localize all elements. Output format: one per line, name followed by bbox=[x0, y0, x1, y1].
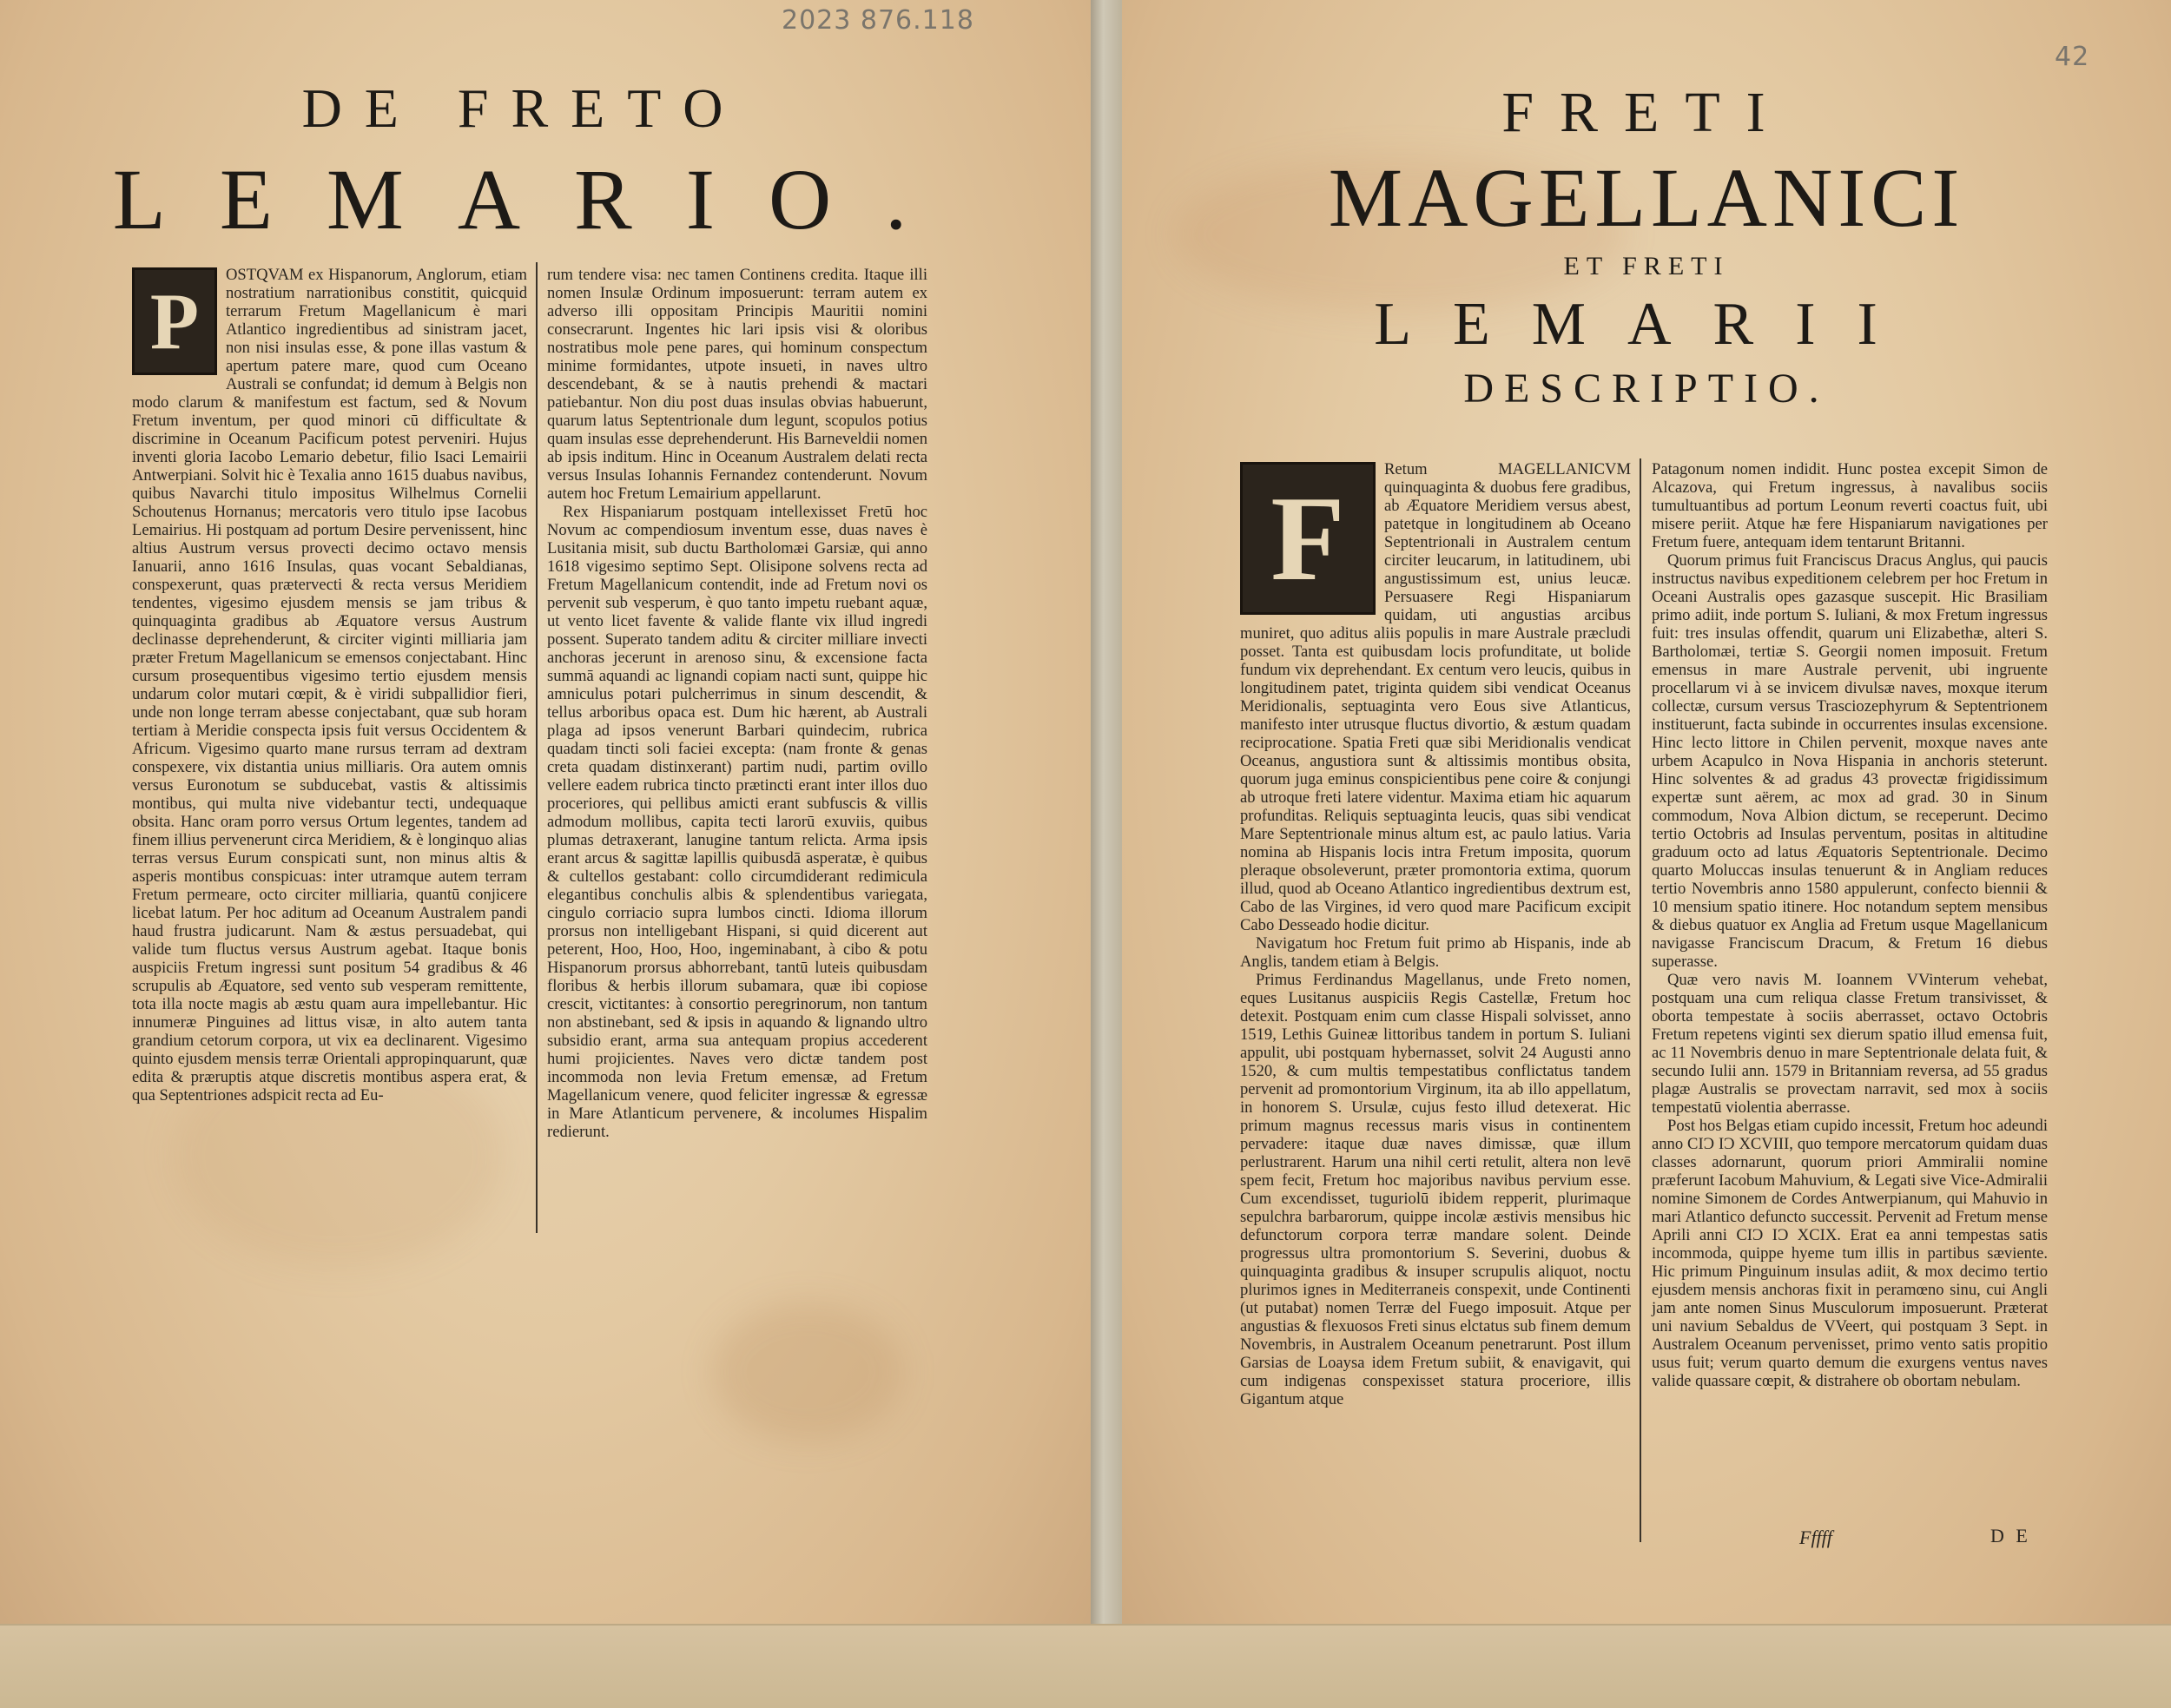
page-number-note: 42 bbox=[2055, 42, 2090, 72]
right-page bbox=[1122, 0, 2171, 1706]
right-decorated-initial: F bbox=[1240, 462, 1376, 615]
left-column-divider bbox=[536, 262, 538, 1233]
right-col2-paragraph-2: Quorum primus fuit Franciscus Dracus Anglus, qui paucis instructus navibus expeditionem celebrem per hoc Fretum in Oceani Australis opes gazasque suscepit. Hic Brasiliam primo adiit, inde portum S. Iuliani, & mox Fretum ingressus fuit: tres insulas offendit, quarum uni Elizabethæ, alteri S. Bartholomæi, tertiæ S. Georgii nomen imposuit. Fretum emensus in mare Australe pervenit, ubi ingruente procellarum vi à se invicem divulsæ naves, moxque iterum collectæ, cursum versus Trasciozephyrum & Septentrionem instituerunt, facta subinde in occurrentes insulas excensione. Hinc lecto littore in Chilen pervenit, moxque naves ante urbem Acapulco in Nova Hispania in anchoris steterunt. Hinc solventes & ad gradus 43 provectæ frigidissimum expertæ sunt aërem, ac mox ad grad. 30 in Sinum commodum, Nova Albion dictum, se receperunt. Decimo tertio Octobris ad Insulas perventum, positas in altitudine graduum octo ad latus Æquatoris Septentrionale. Decimo quarto Moluccas insulas tenuerunt & in Angliam reduces tertio Novembris anno 1580 appulerunt, confecto biennii & 10 mensium spatio itinere. Hoc notandum septem mensibus & diebus quatuor ex Anglia ad Fretum usque Magellanicum navigasse Franciscum Dracum, & Fretum 16 diebus superasse. bbox=[1652, 551, 2048, 971]
right-column-divider bbox=[1640, 458, 1641, 1542]
right-col1-paragraph-3: Primus Ferdinandus Magellanus, unde Freto nomen, eques Lusitanus auspiciis Regis Castellæ, Fretum hoc detexit. Postquam enim cum classe Hispali solvisset, anno 1519, Lethis Guineæ littoribus tandem in portum S. Iuliani appulit, ubi postquam hybernasset, solvit 24 Augusti anno 1520, & cum multis tempestatibus conflictatus tandem pervenit ad promontorium Virginum, ita ab illo appellatum, in honorem S. Ursulæ, cujus festo illud detexerat. Hic primum magnus recessus maris visus in continentem pervadere: itaque duæ naves dimissæ, quæ illum perlustrarent. Harum una nihil certi retulit, altera non levē spem fecit, Fretum hoc majoribus navibus pervium esse. Cum excendisset, tuguriolū ibidem repperit, plurimaque sepulchra barbarorum, quippe incolæ æstivis mensibus hic defunctorum corpora terræ mandare solent. Deinde progressus ultra promontorium S. Severini, duobus & quinquaginta gradibus & insuper scrupulis aliquot, noctu plurimos ignes in Mediterraneis conspexit, unde Continenti (ut putabat) nomen Terræ del Fuego imposuit. Atque per angustias & flexuosos Freti sinus elctatus sub finem demum Novembris, in Australem Oceanum penetrarunt. Post illum Garsias de Loaysa idem Fretum subiit, & enavigavit, qui cum indigenas conspexisset statura proceriore, illis Gigantum atque bbox=[1240, 971, 1631, 1408]
catchword: D E bbox=[1990, 1525, 2031, 1546]
left-title-line2: LEMARIO. bbox=[112, 151, 961, 247]
left-col2-paragraph-1: rum tendere visa: nec tamen Continens credita. Itaque illi nomen Insulæ Ordinum imposuerunt: terram autem ex adverso illi oppositam Principis Mauritii nomini consecrarunt. Ingentes hic lari ipsis visi & oloribus nostratibus mole pene pares, qui hominum conspectum minime formidantes, utpote insueti, in naves ultro descendebant, & se à nautis prehendi & mactari patiebantur. Non diu post duas insulas obvias habuerunt, quarum latus Septentrionale dum legunt, scopulos potius quam insulas esse deprehenderunt. His Barneveldii nomen ab ipsis inditum. Hinc in Oceanum Australem delati recta versus Insulas Iohannis Fernandez contenderunt. Novum autem hoc Fretum Lemairium appellarunt. bbox=[547, 266, 927, 503]
right-title-line4: LEMARII bbox=[1374, 291, 1919, 358]
right-column-2 bbox=[1652, 460, 2048, 1520]
right-col1-paragraph-1: Retum MAGELLANICVM quinquaginta & duobus fere gradibus, ab Æquatore Meridiem versus abest, patetque in longitudinem ab Oceano Septentrionali in Australem centum circiter leucarum, in latitudinem, ubi angustissimum est, unius leucæ. Persuasere Regi Hispaniarum quidam, uti angustias arcibus muniret, quo aditus aliis populis in mare Australe præcludi posset. Tanta est quibusdam locis profunditate, ut bolide fundum vix deprehendant. Ex centum vero leucis, quibus in longitudinem patet, triginta quidem sibi vendicat Oceanus Meridionalis, septuaginta vero Eous sive Atlanticus, manifesto inter utrusque fluctus divortio, & æstum quadam reciprocatione. Spatia Freti quæ sibi Meridionalis vendicat Oceanus, angustiora sunt & altissimis montibus obsita, quorum juga eminus conspicientibus pene coire & conjungi ab utroque freti latere videntur. Maxima etiam hic aquarum profunditas. Reliquis septuaginta leucis, quas sibi vendicat Mare Septentrionale minus altum est, ac paulo latius. Varia nomina ab Hispanis locis intra Fretum imposita, quorum pleraque obsoleverunt, præter promontoria extima, quorum illud, quod ab Oceano Atlantico ingredientibus dextrum est, Cabo de las Virgines, id vero quod mare Pacificum excipit Cabo Desseado hodie dicitur. bbox=[1240, 460, 1631, 934]
bottom-mat bbox=[0, 1624, 2171, 1708]
left-title-line1: DE FRETO bbox=[301, 77, 746, 139]
left-decorated-initial: P bbox=[132, 267, 217, 375]
page-gutter bbox=[1091, 0, 1122, 1706]
right-title-line1: FRETI bbox=[1501, 81, 1792, 144]
right-title-line3: ET FRETI bbox=[1563, 252, 1730, 280]
signature-mark: Fffff bbox=[1799, 1527, 1832, 1548]
left-column-1 bbox=[132, 266, 527, 1247]
right-col2-paragraph-4: Post hos Belgas etiam cupido incessit, Fretum hoc adeundi anno CIƆ IƆ XCVIII, quo tempore mercatorum quidam duas classes adornarunt, quorum priori Ammiralii nomine præferunt Iacobum Mahuvium, & Legati sive Vice-Admiralii nomine Simonem de Cordes Antwerpianum, qui Mahuvio in mari Atlantico defuncto successit. Pervenit ad Fretum mense Aprili anni CIƆ IƆ XCIX. Erat ea anni tempestas satis incommoda, quippe hyeme tum illis in partibus sæviente. Hic primum Pinguinum insulas adiit, & mox decimo tertio ejusdem mensis anchoras fixit in peramœno sinu, cui Angli jam ante nomen Sinus Musculorum imposuerunt. Præterat uni navium Sebaldus de VVeert, qui postquam 3 Sept. in Australem Oceanum pervenisset, primo vento satis propitio usus fuit; verum quarto demum die exurgens ventus naves valide quassare cœpit, & distrahere ob obortam nebulam. bbox=[1652, 1117, 2048, 1390]
right-title-line5: DESCRIPTIO. bbox=[1463, 366, 1830, 412]
right-col2-paragraph-3: Quæ vero navis M. Ioannem VVinterum vehebat, postquam una cum reliqua classe Fretum transivisset, & oborta tempestate à sociis aberrasset, octavo Octobris Fretum repetens viginti sex dierum spatio illud emensa fuit, ac 11 Novembris denuo in mare Septentrionale delata fuit, & secundo Iulii ann. 1579 in Britanniam reversa, ad 55 gradus plagæ Australis se provectam narravit, sed mox à sociis tempestatū violentia aberrasse. bbox=[1652, 971, 2048, 1117]
left-col1-paragraph: OSTQVAM ex Hispanorum, Anglorum, etiam nostratium narrationibus constitit, quicquid terrarum Fretum Magellanicum è mari Atlantico ingredientibus ad sinistram jacet, non nisi insulas esse, & pone illas vastum & apertum patere mare, quod cum Oceano Australi se confundat; id demum à Belgis non modo clarum & manifestum est factum, sed & Novum Fretum inventum, per quod minori cū difficultate & discrimine in Oceanum Pacificum potest perveniri. Hujus inventi gloria Iacobo Lemario debetur, filio Isaci Lemairii Antwerpiani. Solvit hic è Texalia anno 1615 duabus navibus, quibus Navarchi titulo impositus Wilhelmus Cornelii Schoutenus Hornanus; mercatoris vero titulo ipse Iacobus Lemairius. Hi postquam ad portum Desire pervenissent, hinc altius Austrum versus provecti decimo octavo mensis Ianuarii, anno 1616 Insulas, quas vocant Sebaldianas, conspexerunt, quas prætervecti & recta versus Meridiem tendentes, vigesimo ejusdem mensis se jam tribus & quinquaginta gradibus ab Æquatore versus Austrum declinasse deprehenderunt, & circiter viginti milliaria jam præter Fretum Magellanicum se emensos conjectabant. Hinc cursum prosequentibus vigesimo tertio ejusdem mensis undarum color mutari cœpit, & è viridi subpallidior fieri, unde non longe terram abesse conjectabant, quæ sub horam tertiam à Meridie conspecta ipsis fuit versus Occidentem & Africum. Vigesimo quarto mane rursus terram ad dextram conspexere, vix distantia unius milliaris. Ora autem omnis versus Euronotum se subducebat, vastis & altissimis montibus, qui multa nive videbantur tecti, undequaque obsita. Hanc oram porro versus Ortum legentes, tandem ad finem illius pervenerunt circa Meridiem, & è longinquo alias terras versus Eurum conspicati sunt, non minus altis & asperis montibus conspicuas: inter utramque autem terram Fretum permeare, octo circiter milliaria, quantū conjicere licebat latum. Per hoc aditum ad Oceanum Australem pandi haud frustra judicarunt. Nam & æstus persuadebat, qui valide tum fluctus versus Austrum agebat. Itaque bonis auspiciis Fretum ingressi sunt positum 54 gradibus & 46 scrupulis ab Æquatore, sed vento sub vesperam remittente, tota illa nocte magis ab æstu quam aura impellebantur. Hic innumeræ Pinguines ad littus visæ, in alto autem tanta grandium cetorum corpora, ut vix ea declinarent. Vigesimo quinto ejusdem mensis terræ Orientali appropinquarunt, quæ edita & præruptis atque discretis montibus aspera erat, & qua Septentriones adspicit recta ad Eu- bbox=[132, 266, 527, 1105]
right-column-1 bbox=[1240, 460, 1631, 1520]
left-col2-paragraph-2: Rex Hispaniarum postquam intellexisset Fretū hoc Novum ac compendiosum inventum esse, duas naves è Lusitania misit, sub ductu Bartholomæi Garsiæ, qui anno 1618 vigesimo septimo Sept. Olisipone solvens recta ad Fretum Magellanicum contendit, inde ad Fretum novi os pervenit sub vesperum, è quo tanto impetu ruebant aquæ, ut vento licet favente & valide flante vix illud ingredi possent. Superato tandem aditu & circiter milliare invecti anchoras jecerunt in arenoso sinu, & excensione facta summā aquandi ac lignandi copiam nacti sunt, quippe hic amniculus potari pulcherrimus in sinum descendit, & tellus arboribus opaca est. Dum hic hærent, ab Australi plaga ad ipsos venerunt Barbari quindecim, rubrica quadam tincti soli faciei excepta: (nam fronte & genas creta quadam distinxerant) partim nudi, partim ovillo vellere eadem rubrica tincto prætincti erant inter illos duo proceriores, qui pellibus amicti erant subfuscis & villis admodum mollibus, capita tecti larorū exuviis, quibus plumas detraxerant, lanugine tantum relicta. Arma ipsis erant arcus & sagittæ lapillis quibusdā asperatæ, è quibus & cultellos gestabant: collo circumdiderant redimicula elegantibus conchulis albis & splendentibus variegata, cingulo corriacio supra lumbos cincti. Idioma illorum prorsus non intelligebant Hispani, si quid dicerent aut peterent, Hoo, Hoo, Hoo, ingeminabant, à cibo & potu Hispanorum prorsus abhorrebant, tantū luteis quibusdam floribus & herbis illorum subamara, quæ ibi copiose crescit, victitantes: à consortio peregrinorum, non tantum non abstinebant, sed & ipsis in aquando & lignando ultro subsidio erant, arma sua antequam propius accederent humi projicientes. Naves vero dictæ tandem post incommoda non levia Fretum emensæ, ad Fretum Magellanicum venere, quod feliciter ingressæ & egressæ in Mare Atlanticum pervenere, & incolumes Hispalim redierunt. bbox=[547, 503, 927, 1141]
accession-note: 2023 876.118 bbox=[782, 5, 974, 36]
right-col1-paragraph-2: Navigatum hoc Fretum fuit primo ab Hispanis, inde ab Anglis, tandem etiam à Belgis. bbox=[1240, 934, 1631, 971]
left-column-2 bbox=[547, 266, 927, 1247]
right-title-line2: MAGELLANICI bbox=[1328, 151, 1965, 244]
right-col2-paragraph-1: Patagonum nomen indidit. Hunc postea excepit Simon de Alcazova, qui Fretum ingressus, à navalibus sociis tumultuantibus ad portum Leonum reverti coactus fuit, ubi misere periit. Atque hæ fere Hispaniarum navigationes per Fretum fuere, antequam idem tentarunt Britanni. bbox=[1652, 460, 2048, 551]
water-stain bbox=[712, 1302, 903, 1441]
